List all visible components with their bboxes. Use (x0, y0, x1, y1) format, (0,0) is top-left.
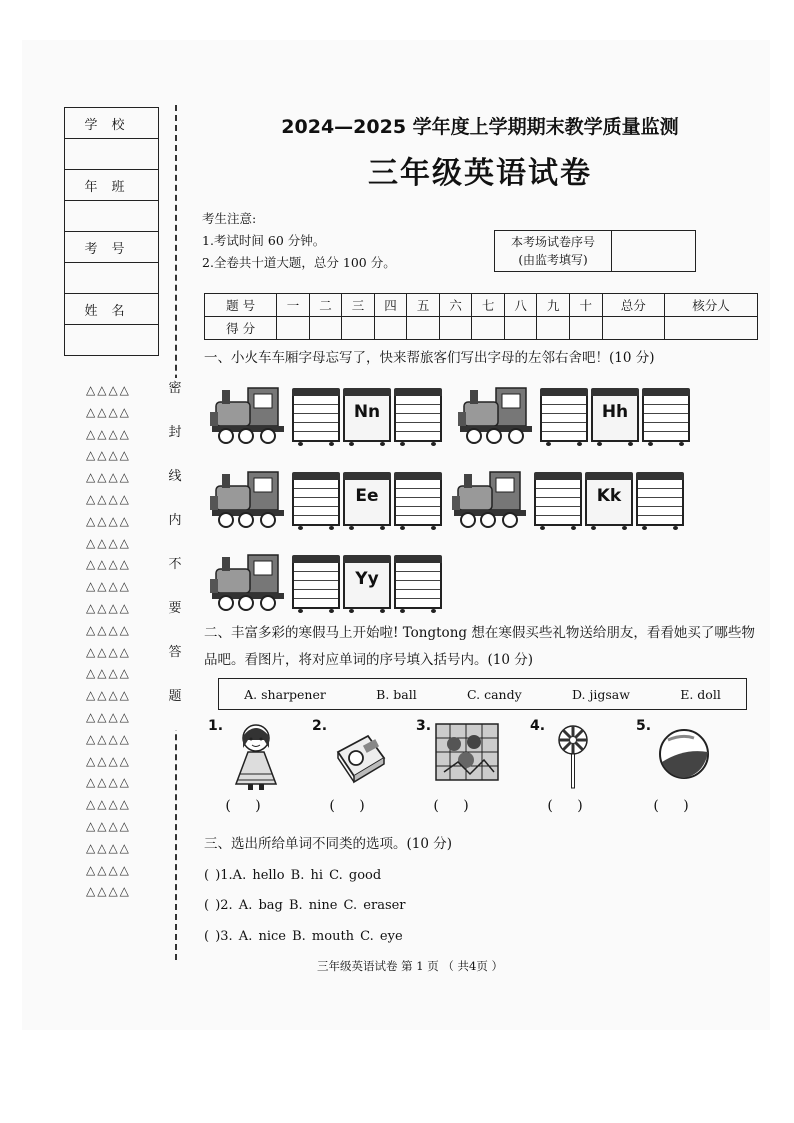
triangle-row: △△△△ (86, 470, 131, 485)
seat-label-line2: (由监考填写) (518, 253, 588, 267)
notice-item-2: 2.全卷共十道大题，总分 100 分。 (202, 255, 396, 270)
car-wheels (534, 526, 582, 530)
triangle-row: △△△△ (86, 775, 131, 790)
train-car-given (343, 388, 391, 444)
info-label-number: 考号 (65, 232, 159, 263)
picture-number: 1. (208, 718, 224, 734)
triangle-row: △△△△ (86, 600, 131, 615)
car-body (292, 480, 340, 526)
car-letter: Kk (596, 486, 622, 506)
answer-blank-5[interactable]: ( ) (653, 798, 699, 814)
info-label-school: 学校 (65, 108, 159, 139)
train (456, 378, 693, 444)
notice-heading: 考生注意: (202, 211, 257, 226)
train (450, 462, 687, 528)
triangle-row: △△△△ (86, 688, 131, 703)
triangle-row: △△△△ (86, 622, 131, 637)
seal-char: 线 (168, 469, 182, 484)
car-wheels (585, 526, 633, 530)
score-input-cell[interactable] (537, 317, 570, 340)
locomotive-icon (450, 466, 532, 528)
car-roof (394, 472, 442, 480)
triangle-row: △△△△ (86, 818, 131, 833)
answer-blank-3[interactable]: ( ) (433, 798, 479, 814)
word-bank (218, 678, 747, 710)
car-roof (343, 388, 391, 396)
triangle-row: △△△△ (86, 579, 131, 594)
score-value-row (205, 317, 758, 340)
score-header-cell: 核分人 (665, 294, 758, 317)
score-input-cell[interactable] (309, 317, 342, 340)
score-input-cell[interactable] (602, 317, 665, 340)
car-wheels (394, 442, 442, 446)
train-car-blank[interactable] (292, 555, 340, 611)
train-car-given (585, 472, 633, 528)
notice-block (202, 208, 396, 274)
page-footer: 三年级英语试卷 第 1 页 （ 共4页 ） (316, 959, 504, 973)
car-wheels (394, 526, 442, 530)
picture-item-3 (416, 718, 516, 828)
seat-number-box (494, 230, 696, 272)
car-letter: Hh (601, 402, 629, 422)
car-body (534, 480, 582, 526)
triangle-row: △△△△ (86, 491, 131, 506)
score-table (204, 293, 758, 340)
triangle-row: △△△△ (86, 862, 131, 877)
car-wheels (343, 442, 391, 446)
picture-item-4 (530, 718, 630, 828)
score-header-cell: 五 (407, 294, 440, 317)
triangle-border (86, 380, 156, 903)
triangle-row: △△△△ (86, 753, 131, 768)
train-car-blank[interactable] (292, 388, 340, 444)
car-roof (343, 555, 391, 563)
score-input-cell[interactable] (472, 317, 505, 340)
train-car-blank[interactable] (292, 472, 340, 528)
picture-number: 4. (530, 718, 546, 734)
info-field-name[interactable] (65, 325, 159, 356)
train-car-blank[interactable] (636, 472, 684, 528)
car-roof (642, 388, 690, 396)
score-input-cell[interactable] (665, 317, 758, 340)
score-header-cell: 总分 (602, 294, 665, 317)
car-letter: Ee (355, 486, 379, 506)
exam-title: 2024—2025 学年度上学期期末教学质量监测 (281, 116, 679, 138)
car-roof (292, 388, 340, 396)
triangle-row: △△△△ (86, 513, 131, 528)
answer-blank-4[interactable]: ( ) (547, 798, 593, 814)
ball-icon (654, 722, 714, 782)
section3-heading: 三、选出所给单词不同类的选项。(10 分) (204, 836, 453, 852)
info-field-school[interactable] (65, 139, 159, 170)
option-e: E. doll (680, 686, 721, 702)
car-wheels (642, 442, 690, 446)
car-wheels (292, 442, 340, 446)
picture-number: 2. (312, 718, 328, 734)
picture-number: 3. (416, 718, 432, 734)
score-input-cell[interactable] (277, 317, 310, 340)
train (208, 378, 445, 444)
score-header-cell: 三 (342, 294, 375, 317)
triangle-row: △△△△ (86, 383, 131, 397)
car-roof (292, 555, 340, 563)
car-wheels (292, 526, 340, 530)
score-header-cell: 九 (537, 294, 570, 317)
notice-item-1: 1.考试时间 60 分钟。 (202, 233, 326, 248)
car-roof (540, 388, 588, 396)
train-car-blank[interactable] (534, 472, 582, 528)
car-wheels (292, 609, 340, 613)
car-roof (534, 472, 582, 480)
seal-char: 封 (168, 425, 182, 440)
section1-heading: 一、小火车车厢字母忘写了，快来帮旅客们写出字母的左邻右舍吧！(10 分) (204, 350, 655, 366)
info-field-class[interactable] (65, 201, 159, 232)
car-roof (394, 388, 442, 396)
train-car-blank[interactable] (394, 555, 442, 611)
car-body (394, 480, 442, 526)
lollipop-icon (548, 722, 598, 792)
picture-item-2 (312, 718, 412, 828)
triangle-row: △△△△ (86, 644, 131, 659)
option-b: B. ball (376, 686, 417, 702)
question-1: ( )1.A. hello B. hi C. good (204, 868, 382, 883)
seat-label-line1: 本考场试卷序号 (510, 235, 595, 249)
car-wheels (343, 526, 391, 530)
car-body (540, 396, 588, 442)
locomotive-icon (456, 382, 538, 444)
score-header-cell: 六 (439, 294, 472, 317)
train-car-blank[interactable] (642, 388, 690, 444)
option-a: A. sharpener (244, 686, 326, 702)
triangle-row: △△△△ (86, 709, 131, 724)
exam-subtitle: 三年级英语试卷 (368, 156, 592, 191)
car-body (636, 480, 684, 526)
answer-blank-1[interactable]: ( ) (225, 798, 271, 814)
car-body (292, 563, 340, 609)
car-wheels (591, 442, 639, 446)
car-letter: Yy (355, 569, 379, 589)
score-header-cell: 七 (472, 294, 505, 317)
seat-number-field[interactable] (612, 231, 695, 271)
car-roof (636, 472, 684, 480)
picture-item-5 (636, 718, 736, 828)
locomotive-icon (208, 549, 290, 611)
score-input-cell[interactable] (504, 317, 537, 340)
car-roof (343, 472, 391, 480)
seal-char: 内 (168, 513, 182, 528)
triangle-row: △△△△ (86, 666, 131, 681)
car-wheels (343, 609, 391, 613)
jigsaw-icon (434, 722, 500, 784)
car-roof (394, 555, 442, 563)
score-input-cell[interactable] (439, 317, 472, 340)
train-car-given (343, 555, 391, 611)
student-info-table (64, 107, 159, 356)
question-2: ( )2. A. bag B. nine C. eraser (204, 898, 406, 913)
car-body (394, 563, 442, 609)
score-input-cell[interactable] (374, 317, 407, 340)
score-label-cell: 得 分 (205, 317, 277, 340)
score-header-cell: 二 (309, 294, 342, 317)
score-input-cell[interactable] (342, 317, 375, 340)
score-header-cell: 题 号 (205, 294, 277, 317)
info-field-number[interactable] (65, 263, 159, 294)
triangle-row: △△△△ (86, 404, 131, 419)
info-label-name: 姓名 (65, 294, 159, 325)
train-car-given (343, 472, 391, 528)
picture-number: 5. (636, 718, 652, 734)
train-car-blank[interactable] (394, 388, 442, 444)
seal-char: 答 (168, 645, 182, 660)
car-roof (292, 472, 340, 480)
car-body (642, 396, 690, 442)
seal-char: 不 (168, 557, 182, 572)
triangle-row: △△△△ (86, 535, 131, 550)
option-c: C. candy (467, 686, 522, 702)
picture-item-1 (208, 718, 308, 828)
score-header-cell: 四 (374, 294, 407, 317)
triangle-row: △△△△ (86, 840, 131, 855)
answer-blank-2[interactable]: ( ) (329, 798, 375, 814)
train (208, 462, 445, 528)
car-roof (591, 388, 639, 396)
triangle-row: △△△△ (86, 884, 131, 899)
seal-char: 要 (168, 601, 182, 616)
score-header-cell: 八 (504, 294, 537, 317)
triangle-row: △△△△ (86, 448, 131, 463)
seal-char: 密 (168, 381, 182, 396)
doll-icon (226, 722, 286, 792)
triangle-row: △△△△ (86, 797, 131, 812)
car-body (394, 396, 442, 442)
score-header-row (205, 294, 758, 317)
seal-line-text (164, 378, 186, 730)
score-header-cell: 一 (277, 294, 310, 317)
triangle-row: △△△△ (86, 731, 131, 746)
train-car-blank[interactable] (540, 388, 588, 444)
seat-number-label (495, 231, 612, 271)
score-header-cell: 十 (569, 294, 602, 317)
score-input-cell[interactable] (569, 317, 602, 340)
locomotive-icon (208, 382, 290, 444)
car-body (292, 396, 340, 442)
train (208, 545, 445, 611)
score-input-cell[interactable] (407, 317, 440, 340)
seal-char: 题 (168, 689, 182, 704)
car-wheels (394, 609, 442, 613)
car-wheels (636, 526, 684, 530)
car-letter: Nn (353, 402, 381, 422)
question-3: ( )3. A. nice B. mouth C. eye (204, 929, 403, 944)
car-roof (585, 472, 633, 480)
triangle-row: △△△△ (86, 426, 131, 441)
option-d: D. jigsaw (571, 686, 630, 702)
locomotive-icon (208, 466, 290, 528)
triangle-row: △△△△ (86, 557, 131, 572)
info-label-class: 年班 (65, 170, 159, 201)
train-car-blank[interactable] (394, 472, 442, 528)
train-car-given (591, 388, 639, 444)
sharpener-icon (330, 722, 390, 792)
car-wheels (540, 442, 588, 446)
section2-heading: 二、丰富多彩的寒假马上开始啦! Tongtong 想在寒假买些礼物送给朋友，看看她买了哪些物品吧。看图片，将对应单词的序号填入括号内。(10 分) (204, 625, 755, 668)
